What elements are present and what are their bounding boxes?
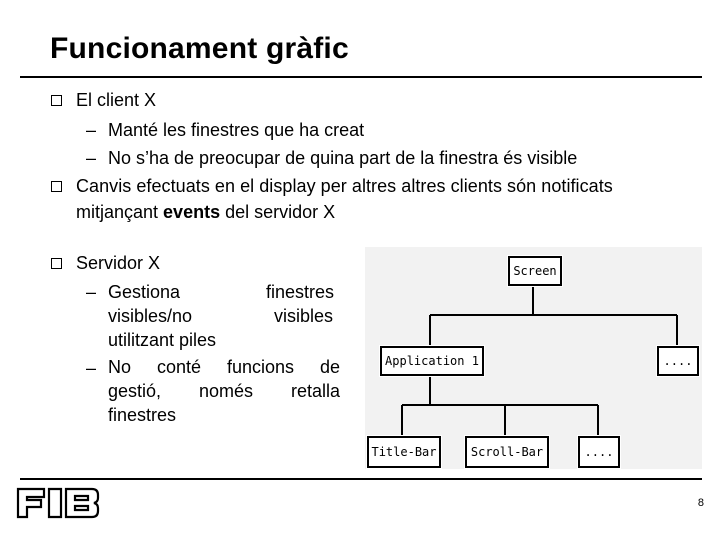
paragraph-line: finestres: [108, 405, 177, 425]
page-number: 8: [697, 497, 704, 509]
dash-marker: –: [86, 148, 97, 168]
text-fragment: mitjançant: [76, 202, 164, 222]
fib-logo: [16, 487, 100, 519]
text-fragment: del servidor X: [220, 202, 336, 222]
footer-divider: [20, 478, 702, 480]
events-emphasis: events: [163, 202, 221, 222]
sub-bullet-word: Gestiona: [108, 282, 181, 302]
node-screen: Screen: [508, 256, 562, 286]
sub-bullet-word: finestres: [266, 282, 335, 302]
node-title-bar: Title-Bar: [367, 436, 441, 468]
node-ellipsis: ....: [578, 436, 620, 468]
bullet-text-server-x: Servidor X: [76, 253, 161, 273]
dash-marker: –: [86, 358, 97, 378]
node-scroll-bar: Scroll-Bar: [465, 436, 549, 468]
node-ellipsis: ....: [657, 346, 699, 376]
sub-bullet-word: visibles: [274, 306, 334, 326]
sub-bullet-line: utilitzant piles: [108, 330, 217, 350]
dash-marker: –: [86, 120, 97, 140]
node-application-1: Application 1: [380, 346, 484, 376]
slide-title: Funcionament gràfic: [50, 32, 349, 65]
sub-bullet-word: visibles/no: [108, 306, 193, 326]
bullet-text-client-x: El client X: [76, 90, 157, 110]
sub-bullet-text: No s’ha de preocupar de quina part de la finestra és visible: [108, 148, 578, 168]
bullet-text-line: Canvis efectuats en el display per altres altres clients són notificats: [76, 176, 613, 196]
sub-bullet-text: Manté les finestres que ha creat: [108, 120, 365, 140]
paragraph-line: gestió, només retalla: [108, 381, 340, 401]
paragraph-line: No conté funcions de: [108, 357, 340, 377]
dash-marker: –: [86, 282, 97, 302]
